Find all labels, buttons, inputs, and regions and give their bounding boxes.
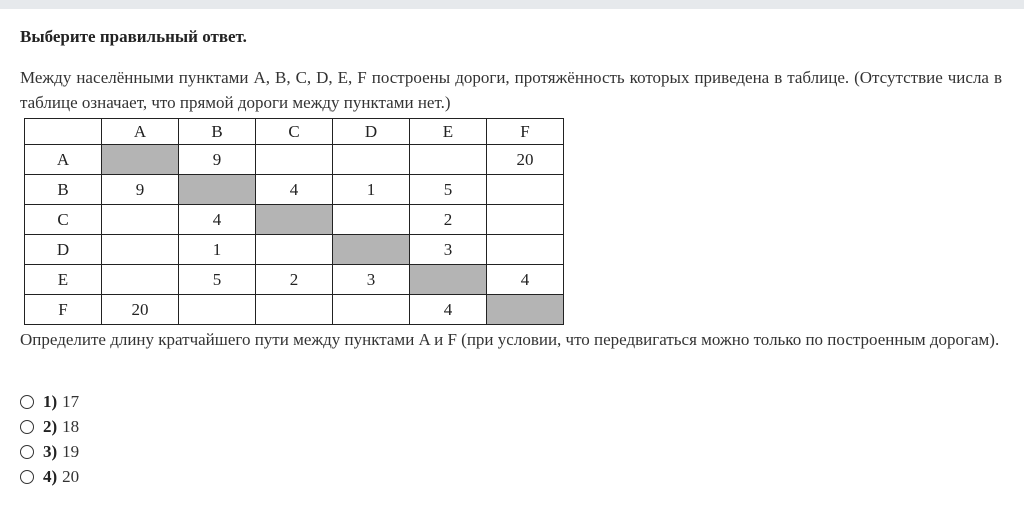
distance-cell (102, 265, 179, 295)
distance-table (24, 118, 564, 325)
column-header-f: F (487, 119, 564, 145)
radio-button[interactable] (20, 470, 34, 484)
distance-cell: 5 (410, 175, 487, 205)
row-header-a: A (25, 145, 102, 175)
table-row (25, 265, 564, 295)
distance-cell: 1 (333, 175, 410, 205)
radio-button[interactable] (20, 395, 34, 409)
answer-option-1[interactable] (20, 389, 79, 414)
radio-button[interactable] (20, 445, 34, 459)
distance-cell: 2 (256, 265, 333, 295)
row-header-e: E (25, 265, 102, 295)
option-number: 4) (43, 466, 58, 486)
problem-text: Между населёнными пунктами A, B, C, D, E, F построены дороги, протяжённость которых приведена в таблице. (Отсутствие числа в таблице означает, что прямой дороги между пунктами нет.) (20, 68, 1002, 112)
column-header-d: D (333, 119, 410, 145)
distance-cell (102, 235, 179, 265)
distance-cell: 9 (179, 145, 256, 175)
table-row (25, 175, 564, 205)
answer-option-3[interactable] (20, 439, 79, 464)
distance-cell: 4 (487, 265, 564, 295)
distance-cell: 20 (102, 295, 179, 325)
table-row (25, 295, 564, 325)
option-number: 3) (43, 441, 58, 461)
table-row (25, 145, 564, 175)
distance-cell: 4 (179, 205, 256, 235)
distance-cell (487, 175, 564, 205)
diagonal-cell (256, 205, 333, 235)
distance-cell (410, 145, 487, 175)
option-value: 19 (62, 441, 80, 461)
column-header-a: A (102, 119, 179, 145)
distance-cell (256, 295, 333, 325)
row-header-f: F (25, 295, 102, 325)
table-header-row (25, 119, 564, 145)
answer-options (20, 389, 79, 489)
answer-option-4[interactable] (20, 464, 79, 489)
diagonal-cell (179, 175, 256, 205)
instruction-heading: Выберите правильный ответ. (20, 27, 247, 46)
diagonal-cell (487, 295, 564, 325)
diagonal-cell (410, 265, 487, 295)
option-number: 2) (43, 416, 58, 436)
option-value: 17 (62, 391, 80, 411)
distance-cell: 9 (102, 175, 179, 205)
column-header-b: B (179, 119, 256, 145)
distance-cell: 1 (179, 235, 256, 265)
distance-cell (487, 235, 564, 265)
distance-cell: 4 (256, 175, 333, 205)
distance-cell (256, 145, 333, 175)
option-number: 1) (43, 391, 58, 411)
distance-cell (487, 205, 564, 235)
answer-option-2[interactable] (20, 414, 79, 439)
distance-cell (179, 295, 256, 325)
question-text: Определите длину кратчайшего пути между пунктами A и F (при условии, что передвигаться можно только по построенным дорогам). (20, 330, 1000, 349)
distance-cell: 3 (333, 265, 410, 295)
distance-cell: 20 (487, 145, 564, 175)
table-row (25, 235, 564, 265)
row-header-d: D (25, 235, 102, 265)
option-value: 18 (62, 416, 80, 436)
distance-cell (256, 235, 333, 265)
option-value: 20 (62, 466, 80, 486)
column-header-c: C (256, 119, 333, 145)
row-header-c: C (25, 205, 102, 235)
row-header-b: B (25, 175, 102, 205)
distance-cell: 3 (410, 235, 487, 265)
diagonal-cell (333, 235, 410, 265)
top-bar (0, 0, 1024, 9)
radio-button[interactable] (20, 420, 34, 434)
table-row (25, 205, 564, 235)
table-corner-cell (25, 119, 102, 145)
distance-cell: 2 (410, 205, 487, 235)
distance-cell (333, 145, 410, 175)
distance-cell: 5 (179, 265, 256, 295)
distance-cell (102, 205, 179, 235)
distance-cell (333, 205, 410, 235)
diagonal-cell (102, 145, 179, 175)
column-header-e: E (410, 119, 487, 145)
distance-cell (333, 295, 410, 325)
distance-cell: 4 (410, 295, 487, 325)
